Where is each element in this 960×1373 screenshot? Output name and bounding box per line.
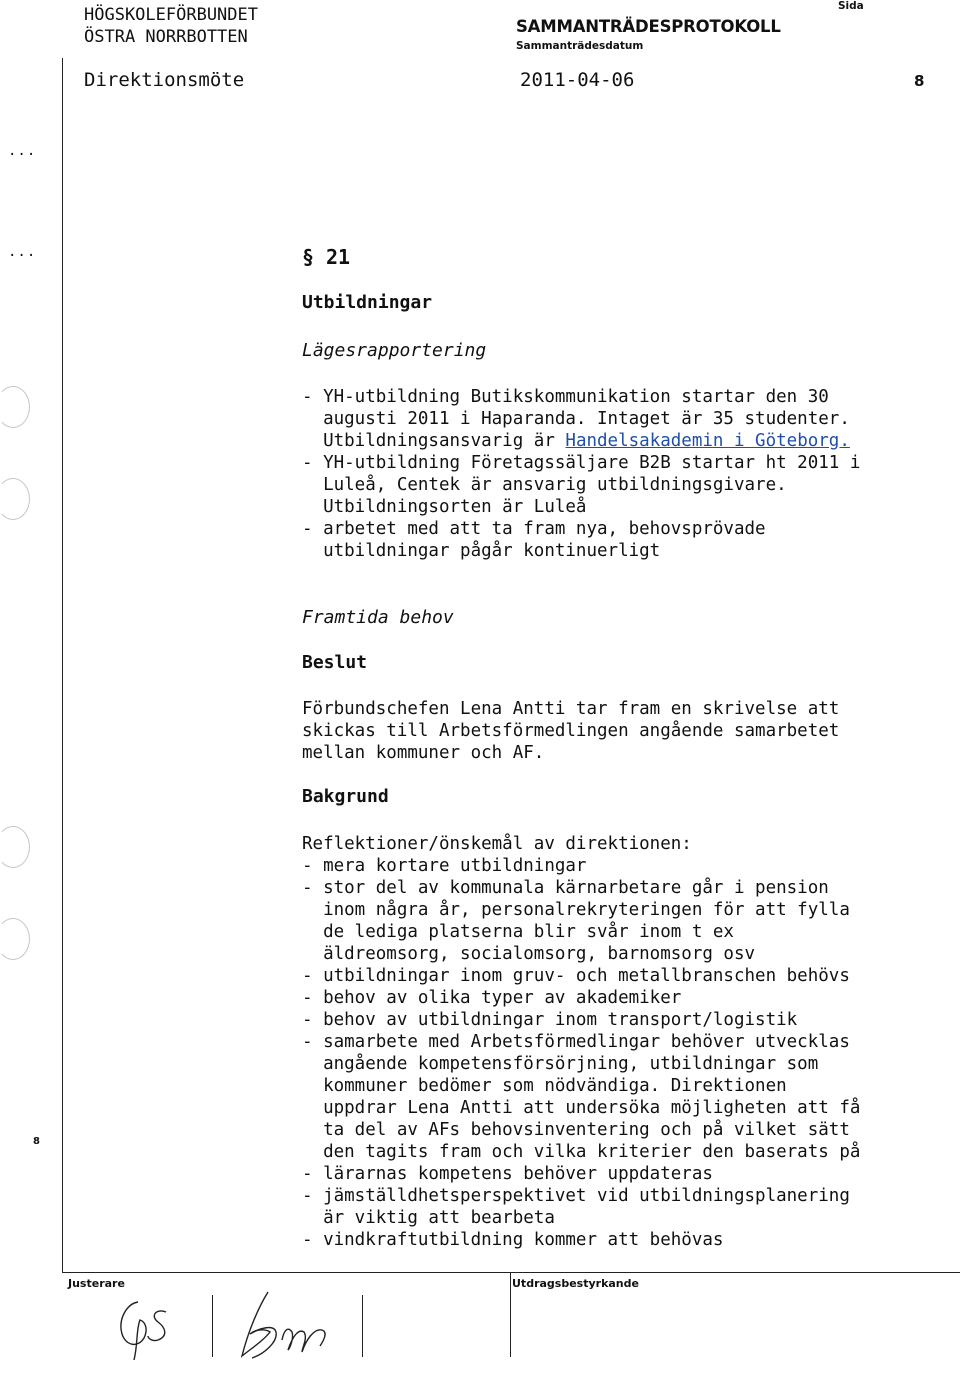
paragraph-symbol: § bbox=[302, 245, 315, 269]
page-label: Sida bbox=[838, 0, 864, 12]
status-line: utbildningar pågår kontinuerligt bbox=[302, 541, 661, 561]
background-line: - mera kortare utbildningar bbox=[302, 856, 587, 876]
signature-initials-gs bbox=[108, 1290, 188, 1366]
background-line: kommuner bedömer som nödvändiga. Direktionen bbox=[302, 1076, 787, 1096]
signature-initials-bm bbox=[224, 1288, 340, 1366]
background-line: Reflektioner/önskemål av direktionen: bbox=[302, 834, 692, 854]
margin-page-number: 8 bbox=[33, 1136, 40, 1147]
paragraph-number: 21 bbox=[326, 245, 351, 269]
signature-divider bbox=[212, 1295, 213, 1357]
status-line: augusti 2011 i Haparanda. Intaget är 35 studenter. bbox=[302, 409, 850, 429]
meeting-date: 2011-04-06 bbox=[520, 69, 635, 91]
status-line: Utbildningsansvarig är Handelsakademin i Göteborg. bbox=[302, 431, 850, 451]
decision-text bbox=[302, 698, 839, 764]
background-line: uppdrar Lena Antti att undersöka möjligheten att få bbox=[302, 1098, 861, 1118]
future-subheading: Framtida behov bbox=[302, 607, 454, 628]
background-line: - vindkraftutbildning kommer att behövas bbox=[302, 1230, 724, 1250]
background-line: inom några år, personalrekryteringen för att fylla bbox=[302, 900, 850, 920]
background-line: är viktig att bearbeta bbox=[302, 1208, 555, 1228]
signature-divider bbox=[362, 1295, 363, 1357]
background-line: äldreomsorg, socialomsorg, barnomsorg osv bbox=[302, 944, 756, 964]
punch-hole bbox=[0, 478, 30, 520]
status-line: - YH-utbildning Butikskommunikation startar den 30 bbox=[302, 387, 829, 407]
section-title: Utbildningar bbox=[302, 292, 433, 313]
background-line: - behov av utbildningar inom transport/logistik bbox=[302, 1010, 798, 1030]
document-subtitle: Sammanträdesdatum bbox=[516, 40, 644, 52]
status-line: - arbetet med att ta fram nya, behovsprövade bbox=[302, 519, 766, 539]
decision-heading: Beslut bbox=[302, 652, 368, 673]
status-line: - YH-utbildning Företagssäljare B2B startar ht 2011 i bbox=[302, 453, 861, 473]
decision-line: Förbundschefen Lena Antti tar fram en skrivelse att bbox=[302, 699, 840, 719]
background-line: den tagits fram och vilka kriterier den baserats på bbox=[302, 1142, 861, 1162]
punch-hole bbox=[0, 386, 30, 428]
status-line: Luleå, Centek är ansvarig utbildningsgivare. bbox=[302, 475, 787, 495]
background-line: angående kompetensförsörjning, utbildningar som bbox=[302, 1054, 819, 1074]
margin-dots-upper: ... bbox=[8, 143, 37, 159]
utdragsbestyrkande-label: Utdragsbestyrkande bbox=[512, 1277, 639, 1290]
background-line: - samarbete med Arbetsförmedlingar behöver utvecklas bbox=[302, 1032, 850, 1052]
background-line: ta del av AFs behovsinventering och på vilket sätt bbox=[302, 1120, 850, 1140]
signature-divider bbox=[510, 1273, 511, 1357]
organization-name-line-2: ÖSTRA NORRBOTTEN bbox=[84, 27, 248, 47]
status-list bbox=[302, 386, 860, 562]
punch-hole bbox=[0, 826, 30, 868]
background-line: - utbildningar inom gruv- och metallbranschen behövs bbox=[302, 966, 850, 986]
decision-line: skickas till Arbetsförmedlingen angående samarbetet bbox=[302, 721, 840, 741]
page-number: 8 bbox=[914, 72, 925, 90]
status-subheading: Lägesrapportering bbox=[302, 340, 487, 361]
status-line: Utbildningsorten är Luleå bbox=[302, 497, 587, 517]
meeting-name: Direktionsmöte bbox=[84, 69, 245, 91]
background-line: - lärarnas kompetens behöver uppdateras bbox=[302, 1164, 713, 1184]
background-heading: Bakgrund bbox=[302, 786, 389, 807]
background-line: - stor del av kommunala kärnarbetare går i pension bbox=[302, 878, 829, 898]
decision-line: mellan kommuner och AF. bbox=[302, 743, 545, 763]
margin-dots-lower: ... bbox=[8, 244, 37, 260]
background-line: de lediga platserna blir svår inom t ex bbox=[302, 922, 734, 942]
background-line: - jämställdhetsperspektivet vid utbildningsplanering bbox=[302, 1186, 850, 1206]
punch-hole bbox=[0, 918, 30, 960]
justerare-label: Justerare bbox=[68, 1277, 125, 1290]
handelsakademin-link[interactable]: Handelsakademin i Göteborg. bbox=[565, 431, 850, 451]
background-line: - behov av olika typer av akademiker bbox=[302, 988, 682, 1008]
document-title: SAMMANTRÄDESPROTOKOLL bbox=[516, 17, 781, 36]
organization-name-line-1: HÖGSKOLEFÖRBUNDET bbox=[84, 5, 258, 25]
left-margin-rule bbox=[62, 58, 63, 1273]
background-list bbox=[302, 833, 860, 1251]
footer-rule bbox=[62, 1272, 960, 1273]
